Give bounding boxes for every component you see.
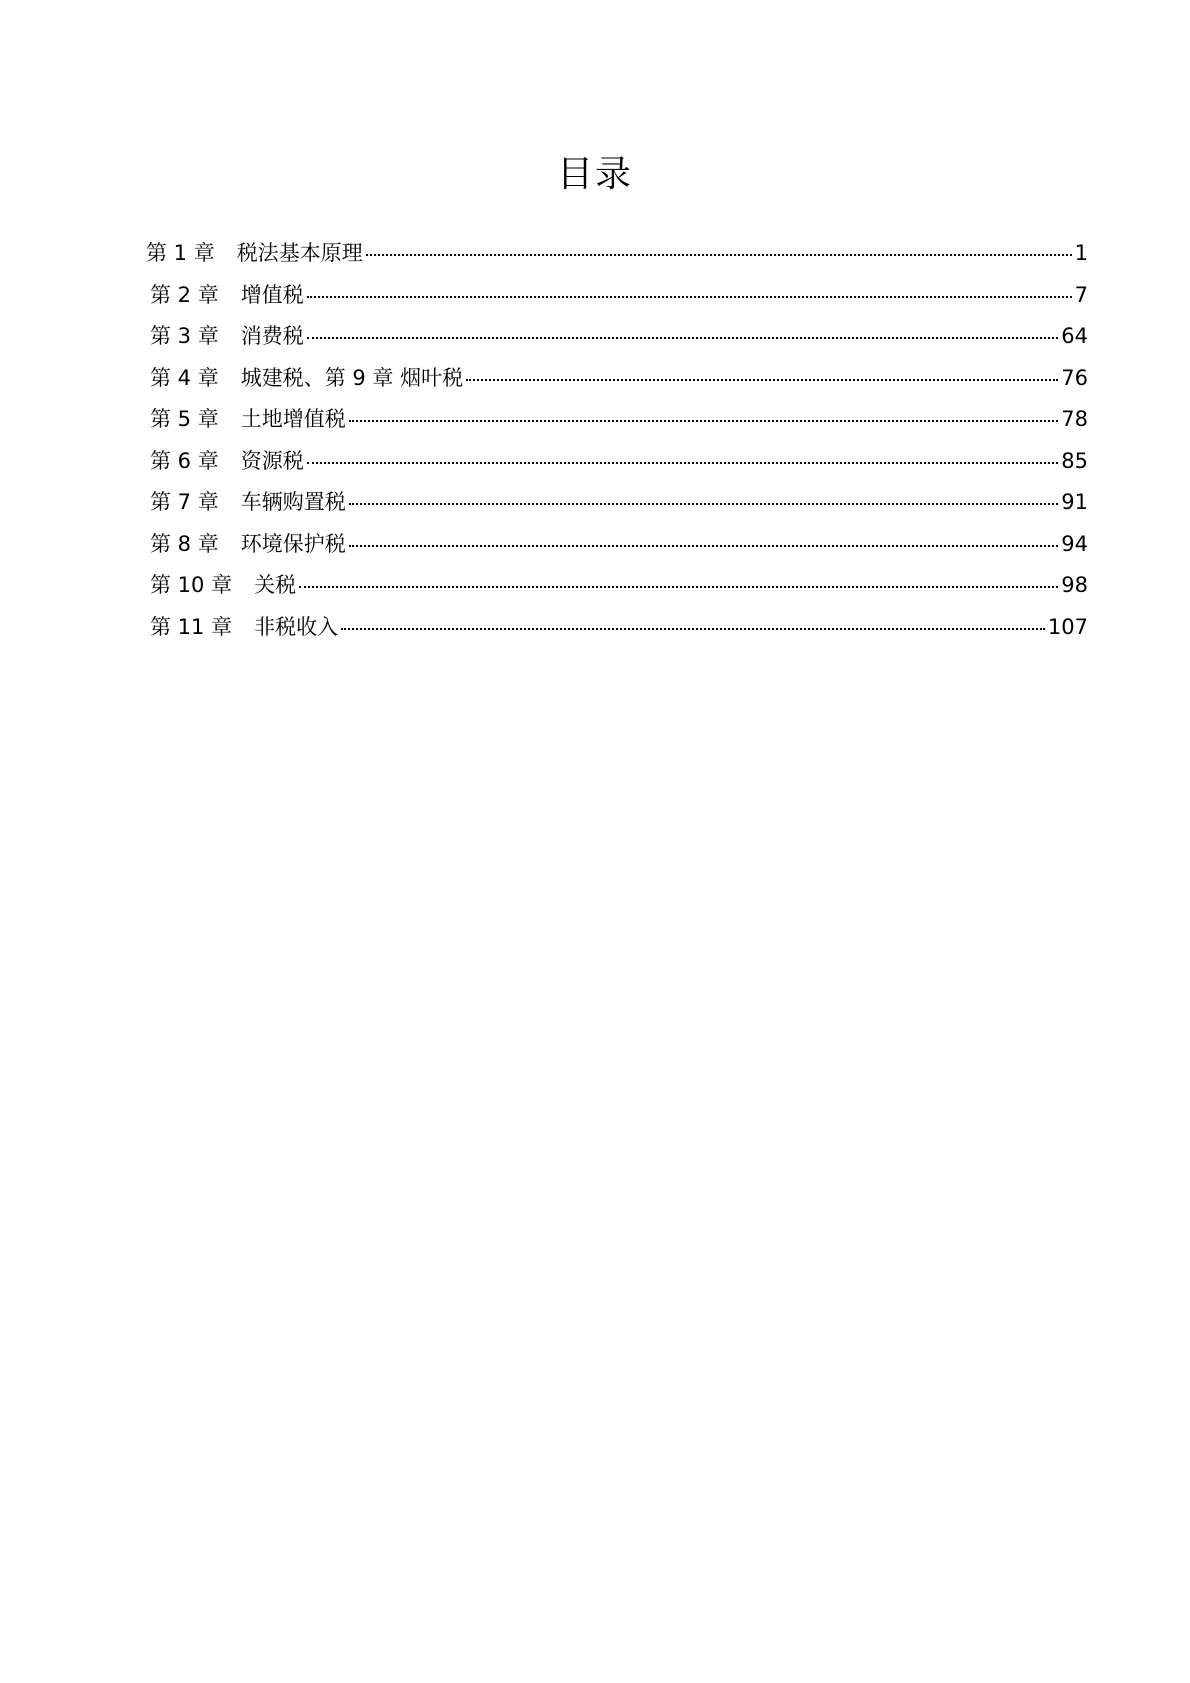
toc-chapter-number: 第 6 章 — [150, 448, 219, 473]
toc-dot-leader — [307, 462, 1059, 464]
toc-dot-leader — [307, 337, 1059, 339]
toc-chapter-title: 资源税 — [240, 448, 304, 473]
toc-chapter-title: 非税收入 — [254, 614, 339, 639]
toc-dot-leader — [299, 586, 1058, 588]
toc-page-number: 107 — [1047, 614, 1088, 639]
toc-entry[interactable] — [150, 441, 1088, 483]
toc-dot-leader — [466, 379, 1058, 381]
toc-dot-leader — [349, 503, 1059, 505]
toc-chapter-number: 第 3 章 — [150, 324, 219, 348]
toc-entry[interactable] — [150, 482, 1088, 524]
toc-page-number: 94 — [1061, 531, 1088, 556]
toc-dot-leader — [349, 545, 1059, 547]
toc-chapter-title: 增值税 — [240, 282, 304, 307]
toc-entry[interactable] — [150, 524, 1088, 566]
toc-entry[interactable] — [150, 565, 1088, 607]
toc-chapter-number: 第 7 章 — [150, 490, 219, 514]
toc-chapter-number: 第 8 章 — [150, 531, 219, 556]
toc-entry[interactable] — [150, 316, 1088, 358]
toc-page-number: 85 — [1061, 448, 1088, 473]
toc-page-number: 78 — [1061, 407, 1088, 431]
toc-page-number: 91 — [1061, 490, 1088, 514]
toc-chapter-number: 第 1 章 — [146, 241, 215, 265]
toc-chapter-title: 环境保护税 — [240, 531, 346, 556]
toc-chapter-title: 土地增值税 — [240, 407, 346, 431]
toc-entry[interactable] — [150, 358, 1088, 400]
toc-dot-leader — [307, 296, 1072, 298]
toc-entry[interactable] — [150, 275, 1088, 317]
toc-chapter-title: 城建税、第 9 章 烟叶税 — [240, 365, 464, 390]
toc-page-number: 7 — [1074, 282, 1088, 307]
toc-chapter-number: 第 11 章 — [150, 614, 233, 639]
toc-chapter-number: 第 5 章 — [150, 407, 219, 431]
toc-chapter-title: 车辆购置税 — [240, 490, 346, 514]
toc-entry[interactable] — [150, 399, 1088, 441]
toc-chapter-number: 第 2 章 — [150, 282, 219, 307]
toc-chapter-number: 第 10 章 — [150, 573, 233, 597]
toc-page-number: 64 — [1061, 324, 1088, 348]
toc-entry[interactable] — [150, 607, 1088, 649]
toc-chapter-title: 消费税 — [240, 324, 304, 348]
toc-chapter-number: 第 4 章 — [150, 365, 219, 390]
toc-list — [146, 233, 1088, 648]
toc-dot-leader — [349, 420, 1059, 422]
toc-page-number: 1 — [1074, 241, 1088, 265]
toc-page-number: 76 — [1061, 365, 1088, 390]
toc-dot-leader — [366, 254, 1072, 256]
toc-chapter-title: 关税 — [254, 573, 297, 597]
toc-title: 目录 — [556, 154, 633, 195]
toc-entry[interactable] — [146, 233, 1088, 275]
toc-page-number: 98 — [1061, 573, 1088, 597]
toc-chapter-title: 税法基本原理 — [236, 241, 363, 265]
toc-dot-leader — [341, 628, 1045, 630]
